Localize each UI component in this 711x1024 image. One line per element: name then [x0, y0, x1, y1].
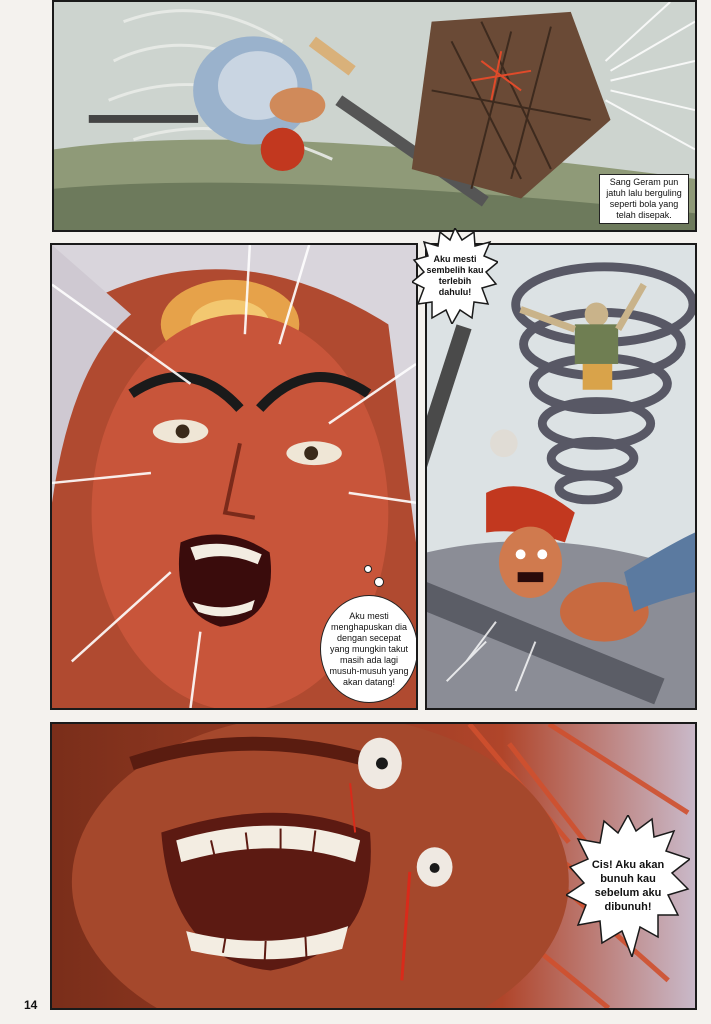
shout-burst [412, 228, 498, 324]
thought-dot [364, 565, 372, 573]
thought-dot [374, 577, 384, 587]
shout-burst [566, 815, 690, 957]
thought-text: Aku mesti menghapuskan dia dengan secepat yang mungkin takut masih ada lagi musuh-musuh yang akan datang! [329, 610, 409, 687]
shout-text-panel4: Cis! Aku akan bunuh kau sebelum aku dibunuh! [591, 859, 665, 913]
panel-1 [52, 0, 697, 232]
panel-2 [50, 243, 418, 710]
page-number: 14 [24, 998, 38, 1012]
narration-caption: Sang Geram pun jatuh lalu berguling seperti bola yang telah disepak. [599, 174, 689, 224]
thought-bubble [320, 595, 418, 703]
shout-text-panel3: Aku mesti sembelih kau terlebih dahulu! [426, 254, 484, 297]
